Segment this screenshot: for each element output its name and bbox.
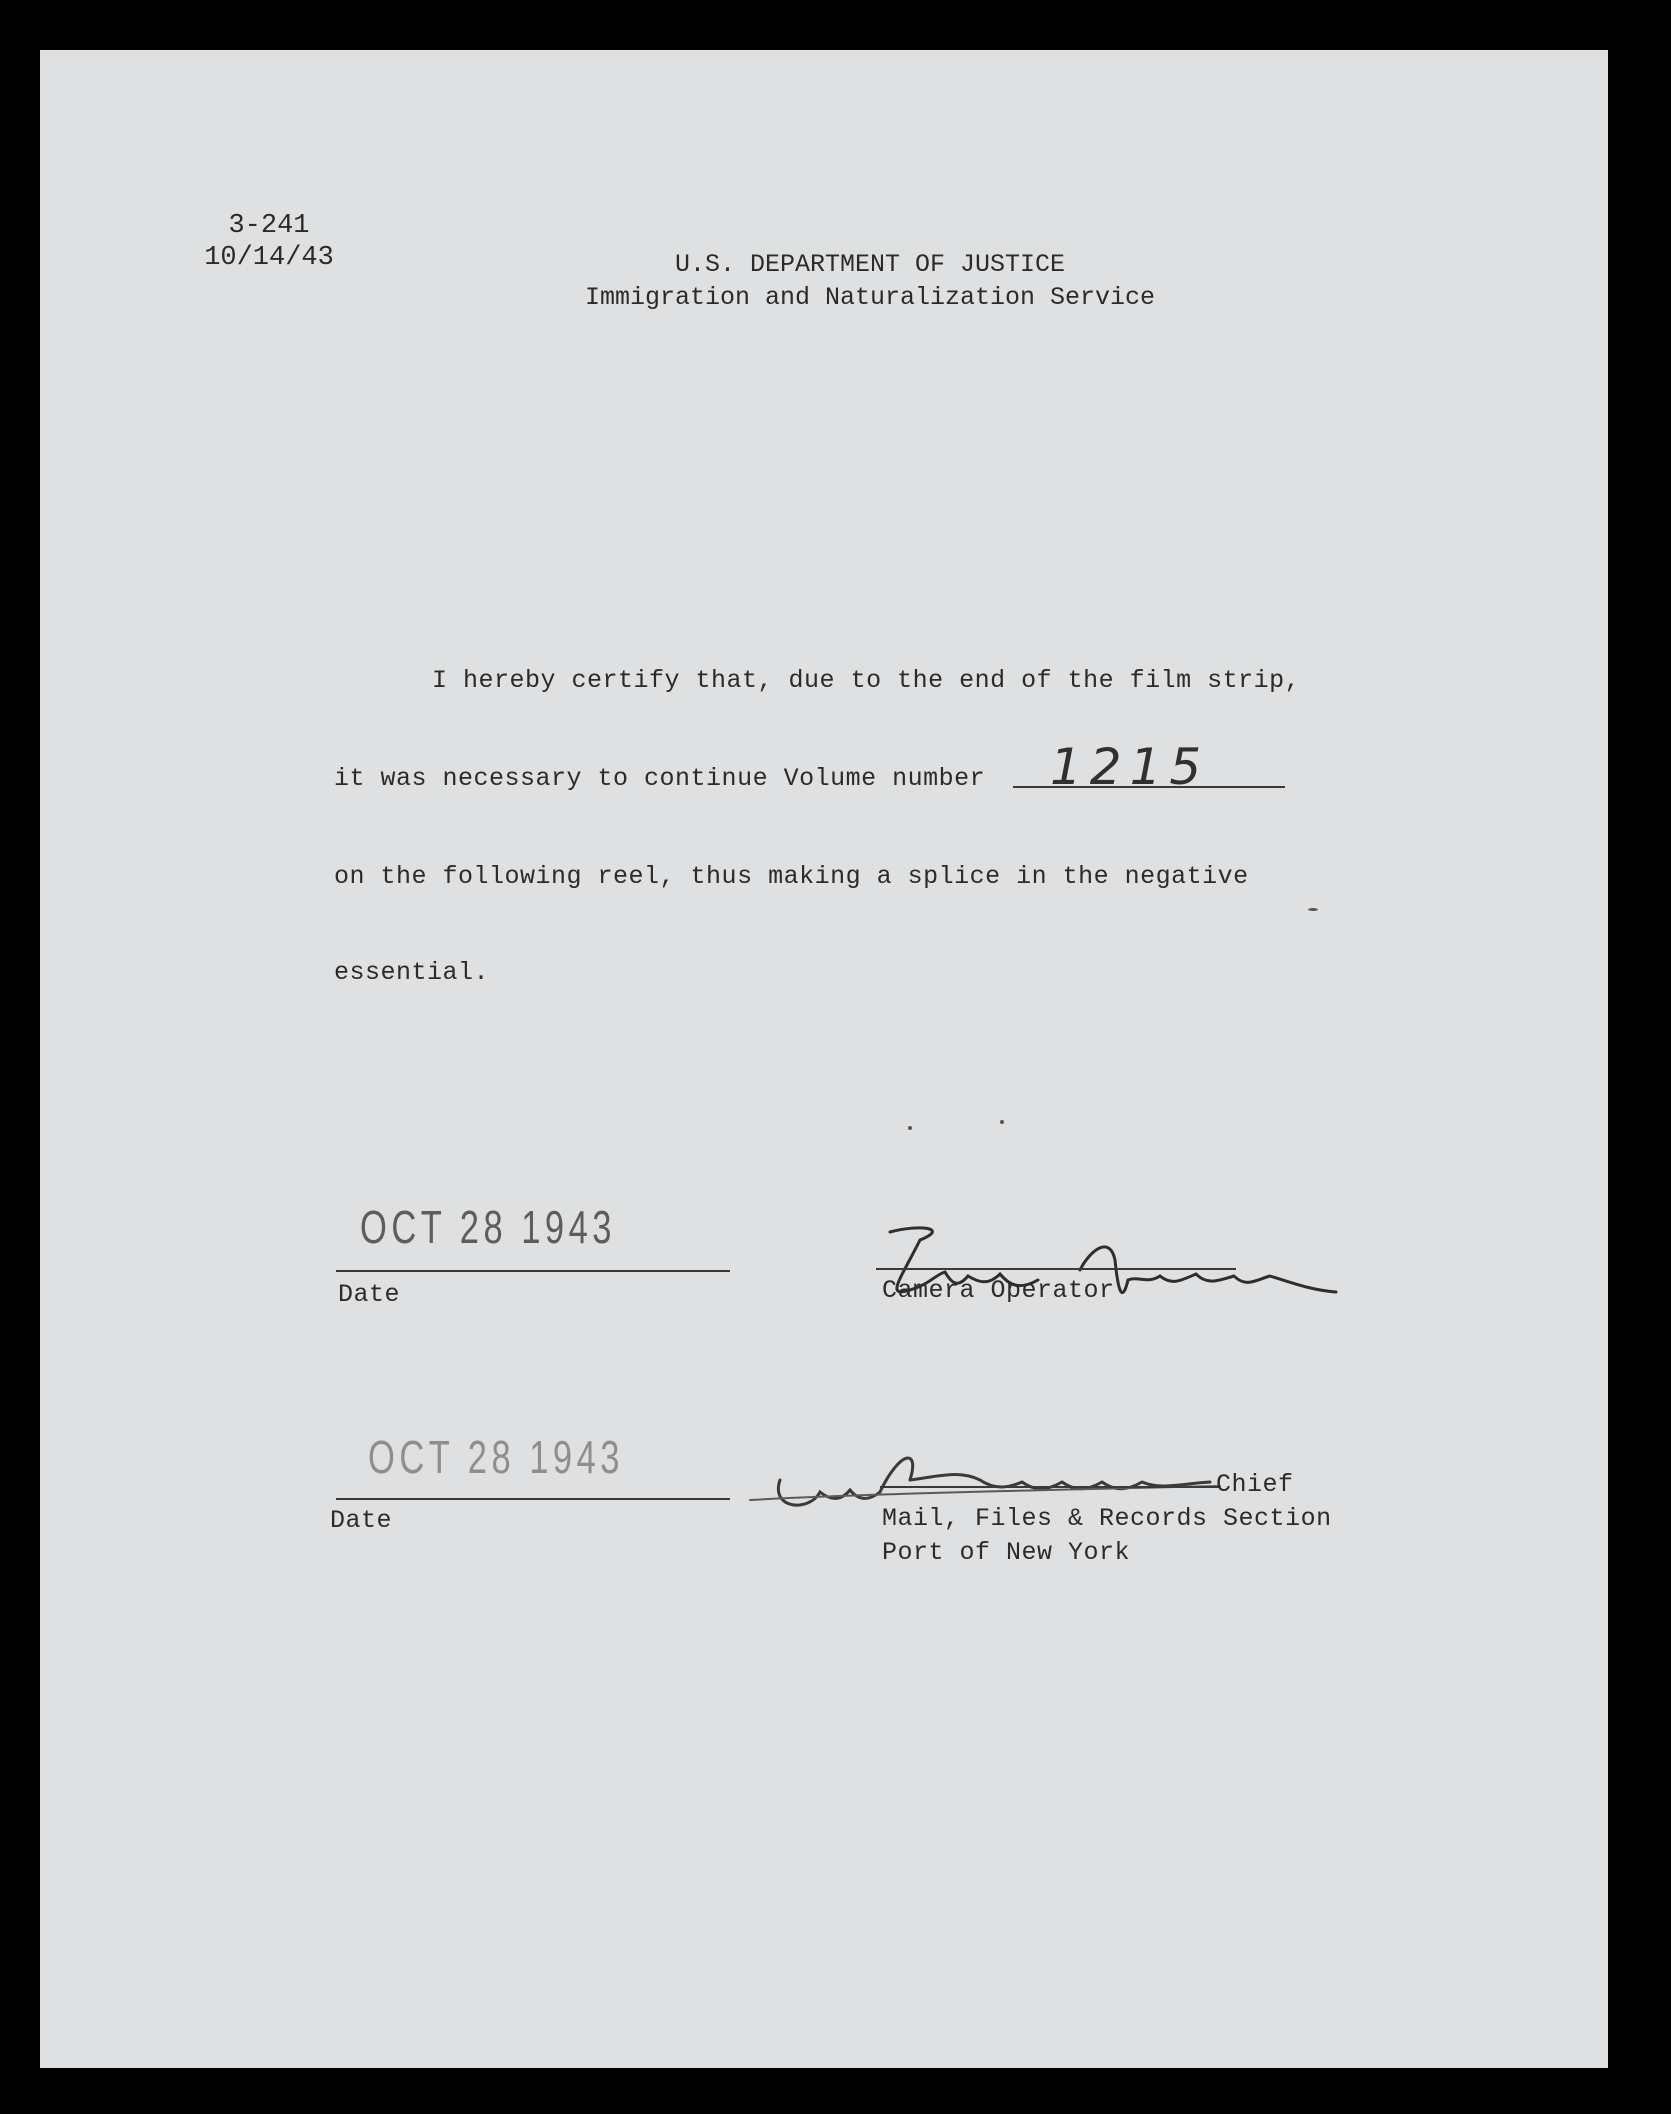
received-date-stamp: OCT 28 1943 bbox=[360, 1201, 616, 1253]
paper-speck bbox=[1000, 1120, 1004, 1124]
paper-speck bbox=[1308, 908, 1318, 911]
camera-operator-label: Camera Operator bbox=[882, 1276, 1115, 1305]
approval-date-stamp: OCT 28 1943 bbox=[368, 1431, 624, 1483]
camera-operator-underline bbox=[876, 1268, 1236, 1270]
date-underline-2 bbox=[336, 1498, 730, 1500]
date-underline bbox=[336, 1270, 730, 1272]
certification-line-2: it was necessary to continue Volume number bbox=[334, 764, 986, 793]
chief-port: Port of New York bbox=[882, 1538, 1131, 1567]
form-number: 3-241 bbox=[228, 211, 310, 241]
form-identifier bbox=[194, 210, 344, 274]
chief-underline bbox=[880, 1486, 1220, 1488]
certification-line-1: I hereby certify that, due to the end of the film strip, bbox=[432, 666, 1301, 695]
volume-number-handwritten: 1215 bbox=[1050, 738, 1210, 796]
service-name: Immigration and Naturalization Service bbox=[584, 283, 1156, 312]
certification-line-3: on the following reel, thus making a splice in the negative bbox=[334, 862, 1249, 891]
document-page bbox=[40, 50, 1608, 2068]
date-label: Date bbox=[338, 1280, 401, 1309]
document-header bbox=[480, 248, 1260, 314]
chief-title: Mail, Files & Records Section bbox=[882, 1504, 1332, 1533]
certification-line-4: essential. bbox=[334, 958, 490, 987]
chief-label: Chief bbox=[1216, 1470, 1294, 1499]
department-name: U.S. DEPARTMENT OF JUSTICE bbox=[674, 250, 1066, 279]
paper-speck bbox=[908, 1126, 912, 1130]
form-date: 10/14/43 bbox=[204, 243, 334, 273]
date-label-2: Date bbox=[330, 1506, 393, 1535]
